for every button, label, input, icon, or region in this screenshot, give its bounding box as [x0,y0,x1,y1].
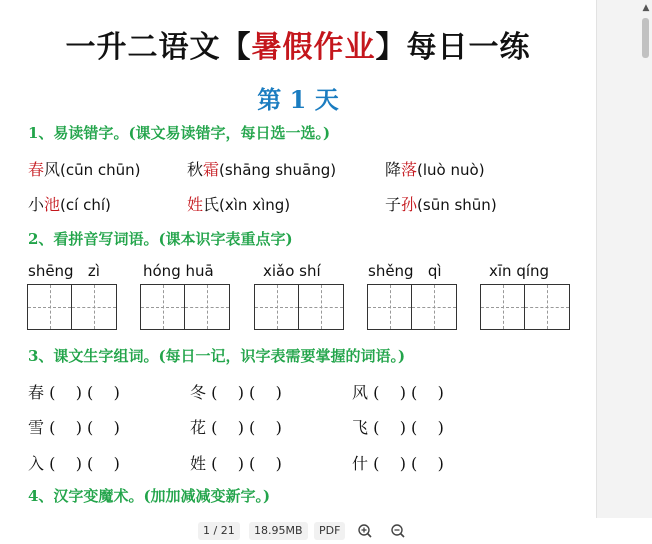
scrollbar-thumb[interactable] [642,18,649,58]
writing-grid[interactable] [27,284,117,330]
vertical-scrollbar[interactable] [596,0,652,518]
word-formation-item: 花 ( ) ( ) [190,418,282,437]
writing-grid[interactable] [140,284,230,330]
writing-grid[interactable] [254,284,344,330]
page-indicator: 1 / 21 [198,522,240,540]
word-formation-item: 什 ( ) ( ) [352,454,444,473]
pinyin-label: xiǎo shí [263,262,321,280]
section-1-heading: 1、易读错字。(课文易读错字，每日选一选。) [28,124,331,142]
word-item: 子孙(sūn shūn) [385,195,497,214]
day-heading: 第 1 天 [257,85,339,114]
word-item: 春风(cūn chūn) [28,160,141,179]
word-item: 秋霜(shāng shuāng) [187,160,337,179]
pinyin-label: shēng zì [28,262,100,280]
word-formation-item: 冬 ( ) ( ) [190,383,282,402]
word-formation-item: 入 ( ) ( ) [28,454,120,473]
zoom-out-icon[interactable] [389,522,407,540]
writing-grid[interactable] [480,284,570,330]
file-size: 18.95MB [249,522,308,540]
pinyin-label: hóng huā [143,262,214,280]
word-item: 降落(luò nuò) [385,160,485,179]
word-item: 小池(cí chí) [28,195,111,214]
section-4-heading: 4、汉字变魔术。(加加减减变新字。) [28,487,271,505]
word-item: 姓氏(xìn xìng) [187,195,291,214]
word-formation-item: 春 ( ) ( ) [28,383,120,402]
viewer-toolbar [0,518,652,544]
writing-grid[interactable] [367,284,457,330]
word-formation-item: 风 ( ) ( ) [352,383,444,402]
scroll-up-arrow-icon[interactable]: ▲ [642,3,650,13]
pinyin-label: xīn qíng [489,262,550,280]
page-title: 一升二语文【暑假作业】每日一练 [65,30,531,65]
word-formation-item: 雪 ( ) ( ) [28,418,120,437]
pinyin-label: shěng qì [368,262,442,280]
word-formation-item: 姓 ( ) ( ) [190,454,282,473]
zoom-in-icon[interactable] [356,522,374,540]
file-format: PDF [314,522,345,540]
word-formation-item: 飞 ( ) ( ) [352,418,444,437]
section-3-heading: 3、课文生字组词。(每日一记，识字表需要掌握的词语。) [28,347,406,365]
section-2-heading: 2、看拼音写词语。(课本识字表重点字) [28,230,293,248]
